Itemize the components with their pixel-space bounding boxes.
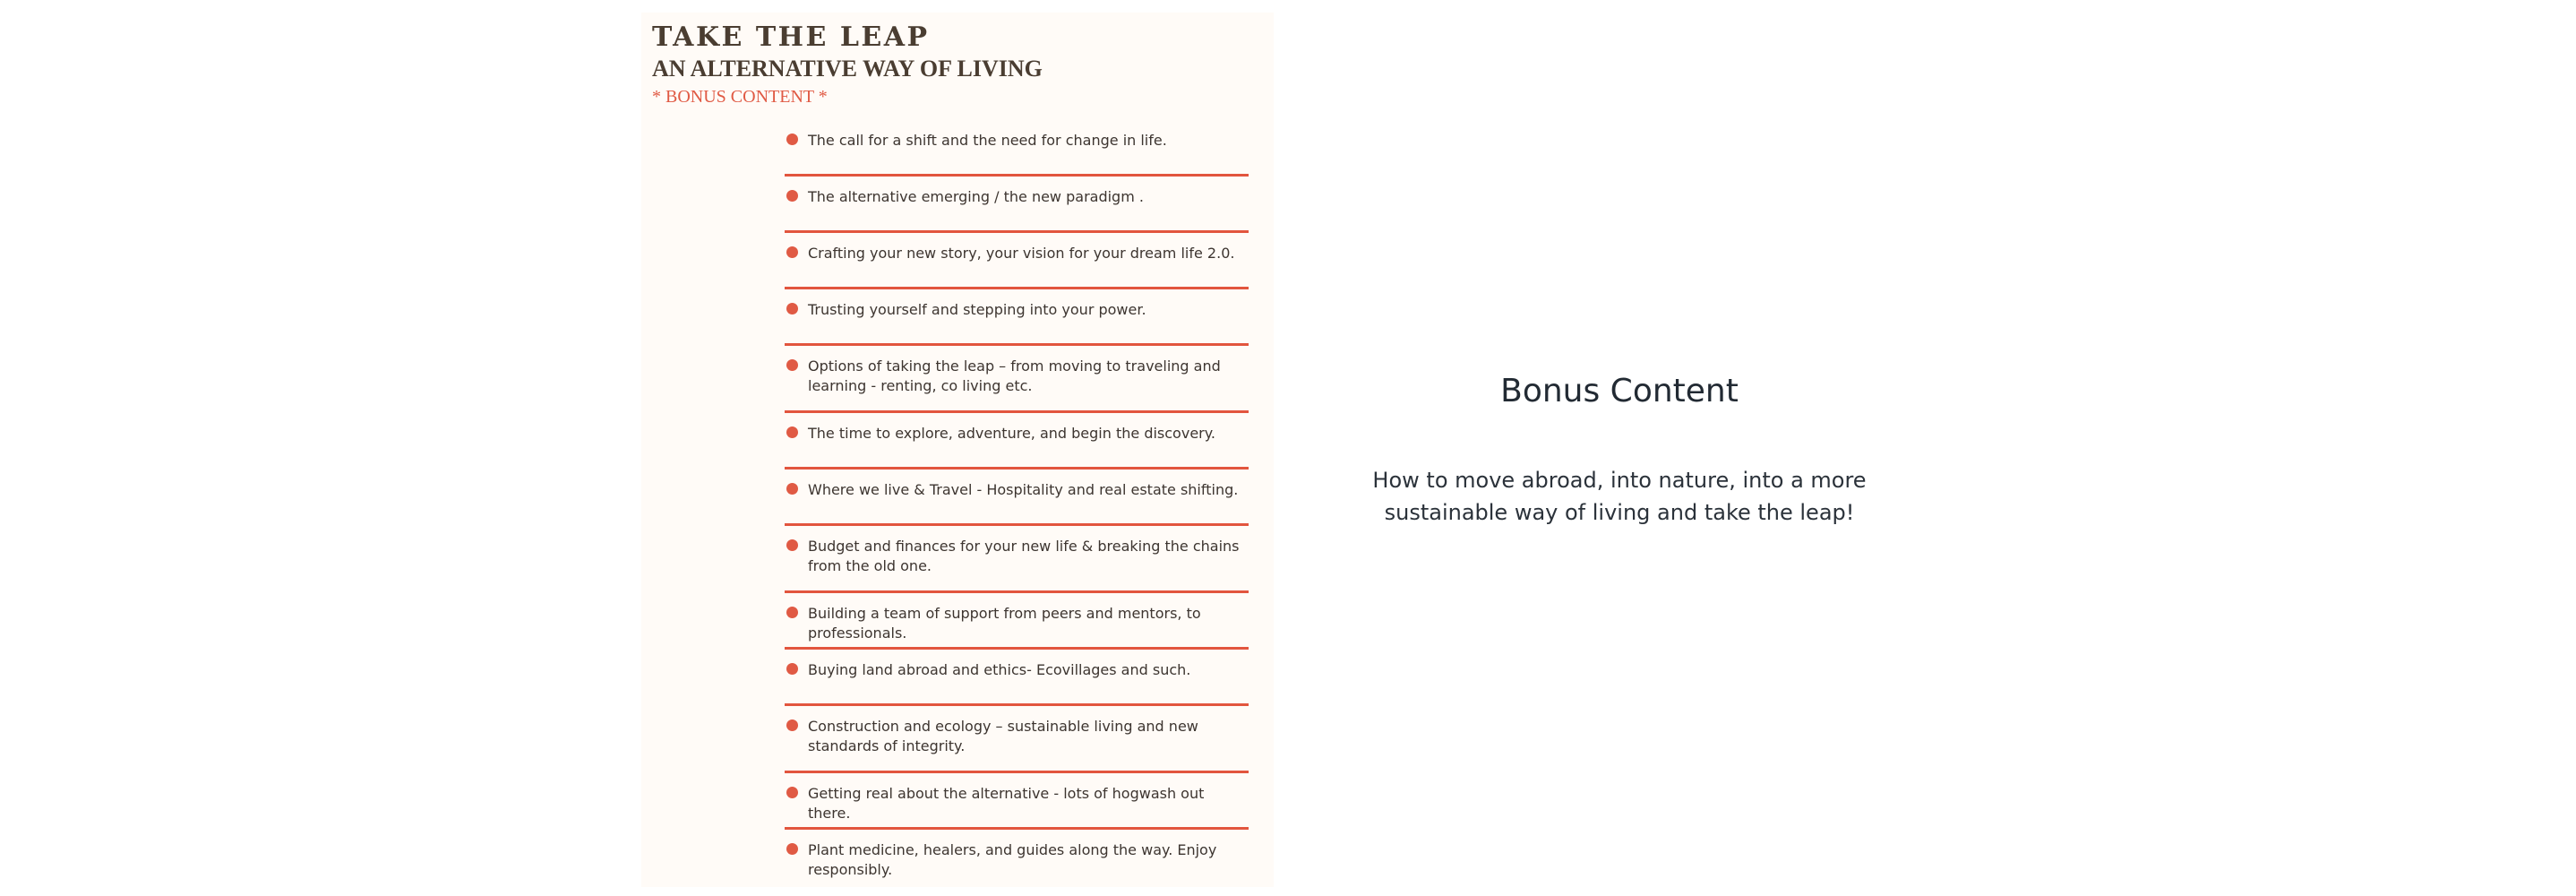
list-item-text: Buying land abroad and ethics- Ecovillages and such. <box>808 661 1191 678</box>
list-item <box>785 470 1249 526</box>
list-item-text: Where we live & Travel - Hospitality and real estate shifting. <box>808 481 1239 498</box>
list-item-text: The time to explore, adventure, and begin the discovery. <box>808 425 1216 442</box>
bullet-dot-icon <box>786 246 798 258</box>
list-item-text: The call for a shift and the need for change in life. <box>808 132 1167 149</box>
card-title: TAKE THE LEAP <box>652 22 930 53</box>
bullet-dot-icon <box>786 843 798 855</box>
list-item-text: The alternative emerging / the new paradigm . <box>808 188 1144 205</box>
list-item-text: Options of taking the leap – from moving to traveling and learning - renting, co living etc. <box>808 358 1221 394</box>
bullet-dot-icon <box>786 190 798 202</box>
list-item-text: Crafting your new story, your vision for your dream life 2.0. <box>808 245 1235 262</box>
bonus-description: How to move abroad, into nature, into a more sustainable way of living and take the leap! <box>1372 468 1867 525</box>
list-item-text: Getting real about the alternative - lots of hogwash out there. <box>808 785 1205 822</box>
bullet-dot-icon <box>786 134 798 145</box>
bullet-dot-icon <box>786 539 798 551</box>
bonus-tag: * BONUS CONTENT * <box>652 87 828 107</box>
bullet-dot-icon <box>786 719 798 731</box>
topic-list <box>785 120 1249 883</box>
list-item <box>785 773 1249 830</box>
bullet-dot-icon <box>786 426 798 438</box>
list-item <box>785 706 1249 773</box>
list-item <box>785 233 1249 289</box>
bullet-dot-icon <box>786 663 798 675</box>
card-subtitle: AN ALTERNATIVE WAY OF LIVING <box>652 56 1043 82</box>
list-item-text: Trusting yourself and stepping into your power. <box>808 301 1146 318</box>
bonus-heading: Bonus Content <box>1500 373 1739 409</box>
list-item-text: Construction and ecology – sustainable living and new standards of integrity. <box>808 718 1198 754</box>
list-item <box>785 120 1249 177</box>
list-item <box>785 593 1249 650</box>
list-item <box>785 289 1249 346</box>
list-item-text: Budget and finances for your new life & breaking the chains from the old one. <box>808 538 1240 574</box>
bullet-dot-icon <box>786 303 798 314</box>
list-item-text: Plant medicine, healers, and guides along the way. Enjoy responsibly. <box>808 841 1217 878</box>
list-item-text: Building a team of support from peers and mentors, to professionals. <box>808 605 1201 642</box>
list-item <box>785 526 1249 593</box>
bullet-dot-icon <box>786 483 798 495</box>
list-item <box>785 413 1249 470</box>
bullet-dot-icon <box>786 359 798 371</box>
bullet-dot-icon <box>786 607 798 618</box>
bullet-dot-icon <box>786 787 798 798</box>
list-item <box>785 177 1249 233</box>
list-item <box>785 830 1249 883</box>
list-item <box>785 346 1249 413</box>
list-item <box>785 650 1249 706</box>
